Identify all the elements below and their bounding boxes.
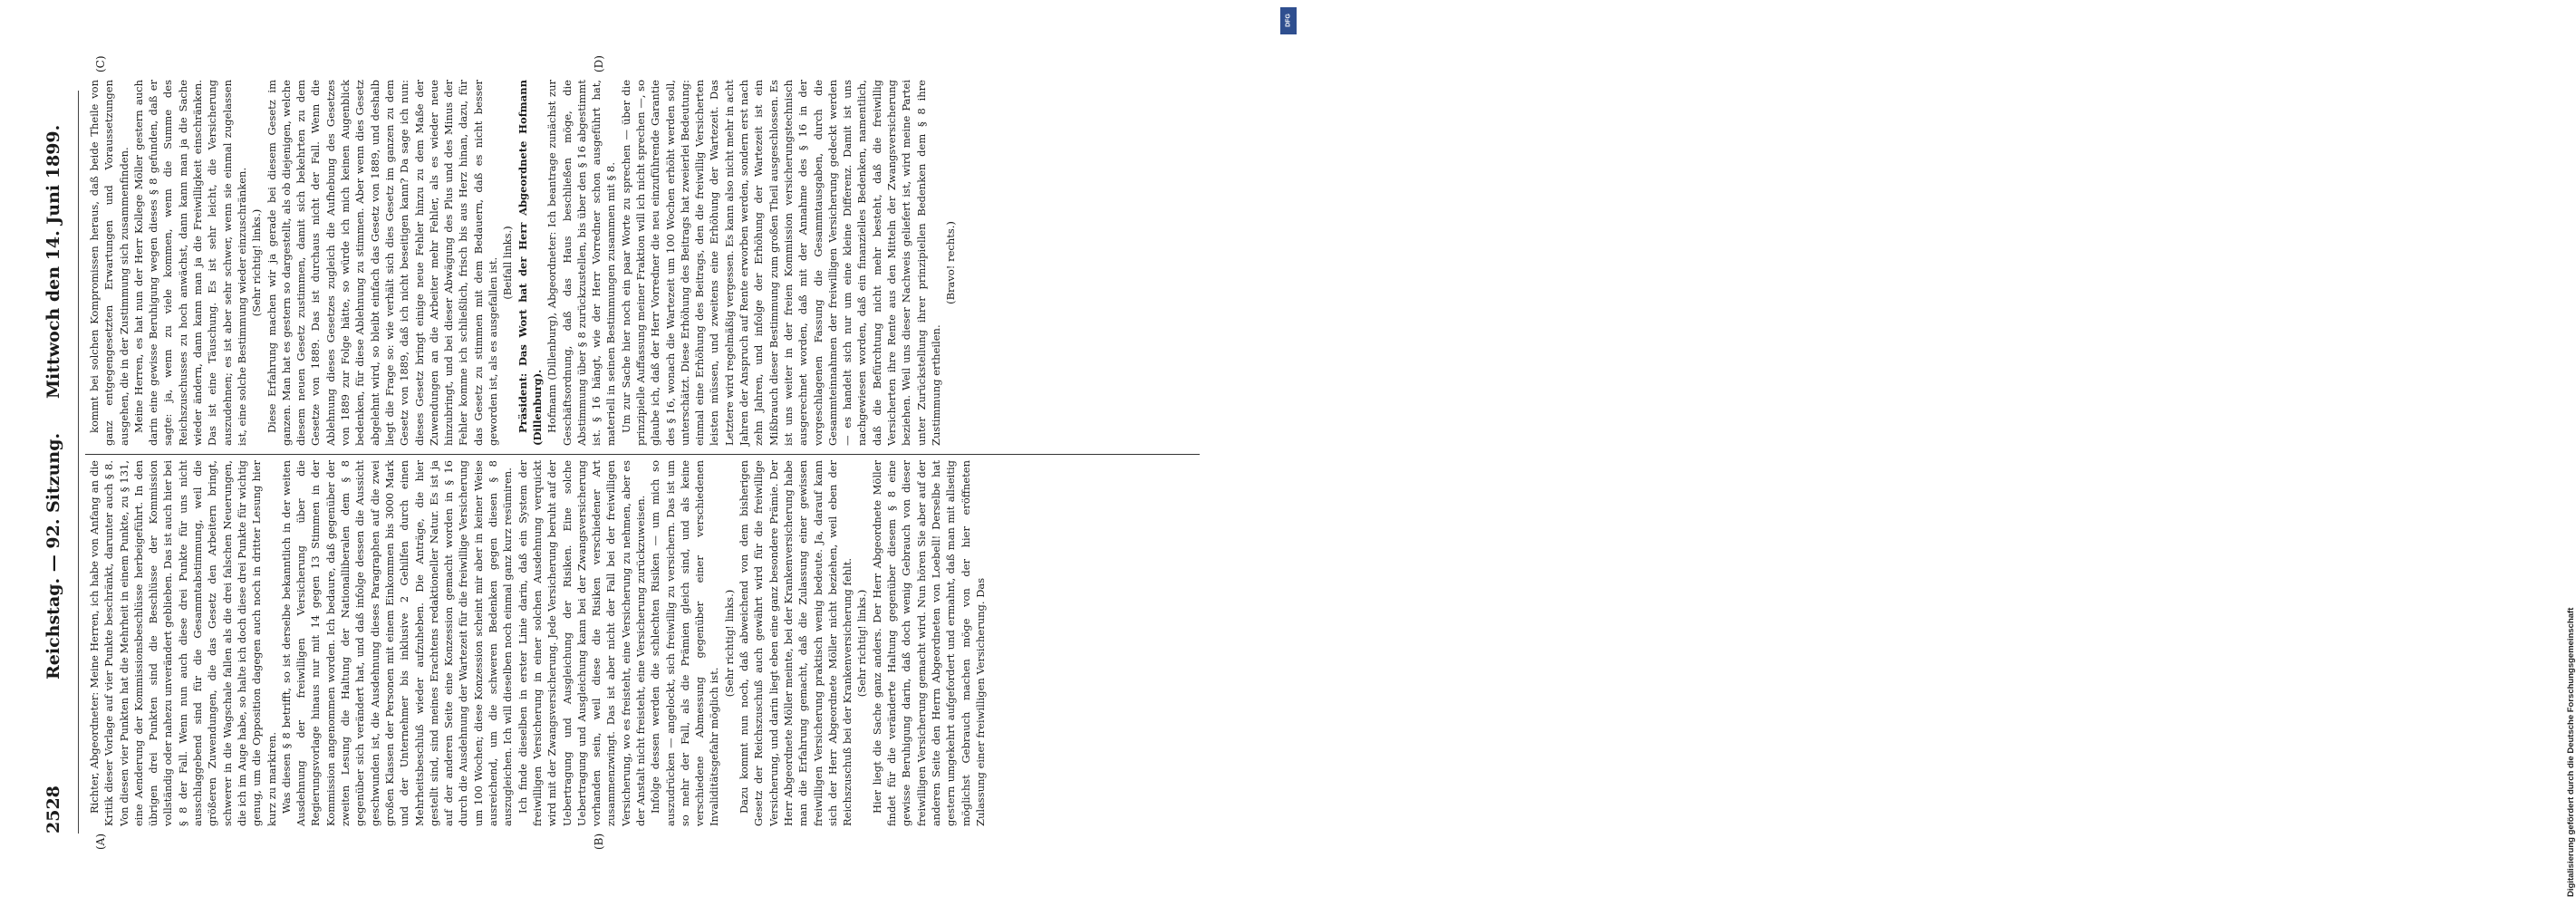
column-divider xyxy=(85,454,1200,455)
paragraph: Dazu kommt nun noch, daß abweichend von dem bisherigen Gesetz der Reichszuschuß auch gewährt wird für die freiwillige Versicherung, und darin liegt eben eine ganz besondere Prämie. Der Herr Abgeordnete Möller meinte, bei der Krankenversicherung habe man die Erfahrung gemacht, daß die Zulassung einer gewissen freiwilligen Versicherung praktisch wenig bedeute. Ja, darauf kann sich der Herr Abgeordnete Möller nicht beziehen, weil eben der Reichszuschuß bei der Krankenversicherung fehlt. xyxy=(738,460,854,826)
margin-marker-c: (C) xyxy=(94,55,107,72)
dfg-logo xyxy=(1280,7,1297,34)
paragraph: Diese Erfahrung machen wir ja gerade bei diesem Gesetz im ganzen. Man hat es gestern so dargestellt, als ob diejenigen, welche diesem neuen Gesetz zustimmen, damit sich bekehrten zu dem Gesetze von 1889. Das ist durchaus nicht der Fall. Wenn die Ablehnung dieses Gesetzes zugleich die Aufhebung des Gesetzes von 1889 zur Folge hätte, so würde ich mich keinen Augenblick bedenken, für diese Ablehnung zu stimmen. Aber wenn dies Gesetz abgelehnt wird, so bleibt einfach das Gesetz von 1889, und deshalb liegt die Frage so: wie verhält sich dies Gesetz im ganzen zu dem Gesetz von 1889, daß ich nicht beseitigen kann? Da sage ich nun: dieses Gesetz bringt einige neue Fehler hinzu zu dem Maße der Zuwendungen an die Arbeiter mehr Fehler, als es wieder neue hinzubringt, und bei dieser Abwägung des Plus und des Minus der Fehler komme ich schließlich, frisch bis aus Herz hinan, dazu, für das Gesetz zu stimmen mit dem Bedauern, daß es nicht besser geworden ist, als es ausgefallen ist. xyxy=(265,80,500,446)
interjection: (Sehr richtig! links.) xyxy=(855,589,869,698)
paragraph: Um zur Sache hier noch ein paar Worte zu sprechen — über die prinzipielle Auffassung meiner Fraktion will ich nicht sprechen —, so glaube ich, daß der Herr Vorredner die neu einzuführende Garantie des § 16, wonach die Wartezeit um 100 Wochen erhöht werden soll, unterschätzt. Diese Erhöhung des Beitrags hat zweierlei Bedeutung: einmal eine Erhöhung des Beitrags, den die freiwillig Versicherten leisten müssen, und zweitens eine Erhöhung der Wartezeit. Das Letztere wird regelmäßig vergessen. Es kann also nicht mehr in acht Jahren der Anspruch auf Rente erworben werden, sondern erst nach zehn Jahren, und infolge der Erhöhung der Wartezeit ist ein Mißbrauch dieser Bestimmung zum großen Theil ausgeschlossen. Es ist uns weiter in der freien Kommission versicherungstechnisch ausgerechnet worden, daß mit der Annahme des § 16 in der vorgeschlagenen Fassung die Gesammtausgaben, durch die Gesammteinnahmen der freiwilligen Versicherung gedeckt werden — es handelt sich nur um eine kleine Differenz. Damit ist uns nachgewiesen worden, daß ein finanzielles Bedenken, namentlich, daß die Befürchtung nicht mehr besteht, daß die freiwillig Versicherten ihre Rente aus den Mitteln der Zwangsversicherung beziehen. Weil uns dieser Nachweis geliefert ist, wird meine Partei unter Zurückstellung ihrer prinzipiellen Bedenken dem § 8 ihre Zustimmung ertheilen. xyxy=(619,80,942,446)
paragraph: Was diesen § 8 betrifft, so ist derselbe bekanntlich in der weiten Ausdehnung der freiwilligen Versicherung über die Regierungsvorlage hinaus nur mit 14 gegen 13 Stimmen in der Kommission angenommen worden. Ich bedaure, daß gegenüber der zweiten Lesung die Haltung der Nationalliberalen dem § 8 gegenüber sich verändert hat, und daß infolge dessen die Aussicht geschwunden ist, die Ausdehnung dieses Paragraphen auf die zwei großen Klassen der Personen mit einem Einkommen bis 3000 Mark und der Unternehmer bis inklusive 2 Gehilfen durch einen Mehrheitsbeschluß wieder aufzuheben. Die Anträge, die hier gestellt sind, sind meines Erachtens redaktioneller Natur. Es ist ja auf der anderen Seite eine Konzession gemacht worden in § 16 durch die Ausdehnung der Wartezeit für die freiwillige Versicherung um 100 Wochen; diese Konzession scheint mir aber in keiner Weise ausreichend, um die schweren Bedenken gegen diesen § 8 auszugleichen. Ich will dieselben noch einmal ganz kurz resümiren. xyxy=(279,460,515,826)
left-text-column xyxy=(87,460,1211,826)
margin-marker-b: (B) xyxy=(593,833,605,850)
paragraph: Meine Herren, es hat nun der Herr Kollege Möller gestern auch darin eine gewisse Beruhigung wegen dieses § 8 gefunden, daß er sagte: ja, wenn zu viele kommen, wenn die Summe des Reichszuschusses zu hoch anwächst, dann kann man ja die Sache wieder ändern, dann kann man ja die Freiwilligkeit einschränken. Das ist eine Täuschung. Es ist sehr leicht, die Versicherung auszudehnen; es ist aber sehr schwer, wenn sie einmal zugelassen ist, eine solche Bestimmung wieder einzuschränken. xyxy=(131,80,248,446)
page-number: 2528 xyxy=(43,786,63,834)
page-title: Reichstag. — 92. Sitzung. xyxy=(43,432,63,680)
paragraph: Hofmann (Dillenburg), Abgeordneter: Ich beantrage zunächst zur Geschäftsordnung, daß das Haus beschließen möge, die Abstimmung über § 8 zurückzustellen, bis über den § 16 abgestimmt ist. § 16 hängt, wie der Herr Vorredner schon ausgeführt hat, materiell in seinen Bestimmungen zusammen mit § 8. xyxy=(545,80,618,446)
paragraph: Richter, Abgeordneter: Meine Herren, ich habe von Anfang an die Kritik dieser Vorlage auf vier Punkte beschränkt, darunter auch § 8. Von diesen vier Punkten hat die Mehrheit in einem Punkte, zu § 131, eine Aenderung der Kommissionsbeschlüsse herbeigeführt. In den übrigen drei Punkten sind die Beschlüsse der Kommission vollständig oder nahezu unverändert geblieben. Das ist auch hier bei § 8 der Fall. Wenn nun auch diese drei Punkte für uns nicht ausschlaggebend sind für die Gesammtabstimmung, weil die größeren Zuwendungen, die das Gesetz den Arbeitern bringt, schwerer in die Wagschale fallen als die drei falschen Neuerungen, die ich im Auge habe, so halte ich doch diese drei Punkte für wichtig genug, um die Opposition dagegen auch noch in dritter Lesung hier kurz zu markiren. xyxy=(88,460,278,826)
margin-marker-d: (D) xyxy=(593,55,605,72)
interjection: (Sehr richtig! links.) xyxy=(722,589,736,698)
page-header xyxy=(36,54,78,870)
margin-marker-a: (A) xyxy=(94,833,107,850)
paragraph: Ich finde dieselben in erster Linie darin, daß ein System der freiwilligen Versicherung in einer solchen Ausdehnung verquickt wird mit der Zwangsversicherung. Jede Versicherung beruht auf der Uebertragung und Ausgleichung der Risiken. Eine solche Uebertragung und Ausgleichung kann bei der Zwangsversicherung vorhanden sein, weil diese die Risiken verschiedener Art zusammenzwingt. Das ist aber nicht der Fall bei der freiwilligen Versicherung, wo es freisteht, eine Versicherung zu nehmen, aber es der Anstalt nicht freisteht, eine Versicherung zurückzuweisen. xyxy=(516,460,647,826)
interjection: (Beifall links.) xyxy=(501,226,515,300)
digitization-note-text: Digitalisierung gefördert durch die Deutsche Forschungsgemeinschaft xyxy=(2566,607,2576,897)
header-rule xyxy=(78,91,79,834)
interjection: (Sehr richtig! links.) xyxy=(250,208,264,317)
dfg-logo-text: DFG xyxy=(1285,14,1292,27)
page-date: Mittwoch den 14. Juni 1899. xyxy=(43,124,63,399)
paragraph: kommt bei solchen Kompromissen heraus, daß beide Theile von ganz entgegengesetzten Erwartungen und Voraussetzungen ausgehen, die in der Zustimmung sich zusammenfinden. xyxy=(88,80,130,446)
speaker-line: Präsident: Das Wort hat der Herr Abgeordnete Hofmann (Dillenburg). xyxy=(516,80,544,446)
digitization-note xyxy=(1276,9,2576,897)
paragraph: Infolge dessen werden die schlechten Risiken — um mich so auszudrücken — angelockt, sich freiwillig zu versichern. Das ist um so mehr der Fall, als die Prämien gleich sind, und als keine verschiedene Abmessung gegenüber einer verschiedenen Invaliditätsgefahr möglich ist. xyxy=(649,460,721,826)
right-text-column xyxy=(87,80,1211,446)
rotated-page-content xyxy=(36,54,1269,870)
interjection: (Bravo! rechts.) xyxy=(944,221,958,304)
paragraph: Hier liegt die Sache ganz anders. Der Herr Abgeordnete Möller findet für die veränderte Haltung gegenüber diesem § 8 eine gewisse Beruhigung darin, daß doch wenig Gebrauch von dieser freiwilligen Versicherung gemacht wird. Nun hören Sie aber auf der anderen Seite den Herrn Abgeordneten von Loebell! Derselbe hat gestern umgekehrt aufgefordert und ermahnt, daß man mit allseitig möglichst Gebrauch machen möge von der hier eröffneten Zulassung einer freiwilligen Versicherung. Das xyxy=(870,460,987,826)
